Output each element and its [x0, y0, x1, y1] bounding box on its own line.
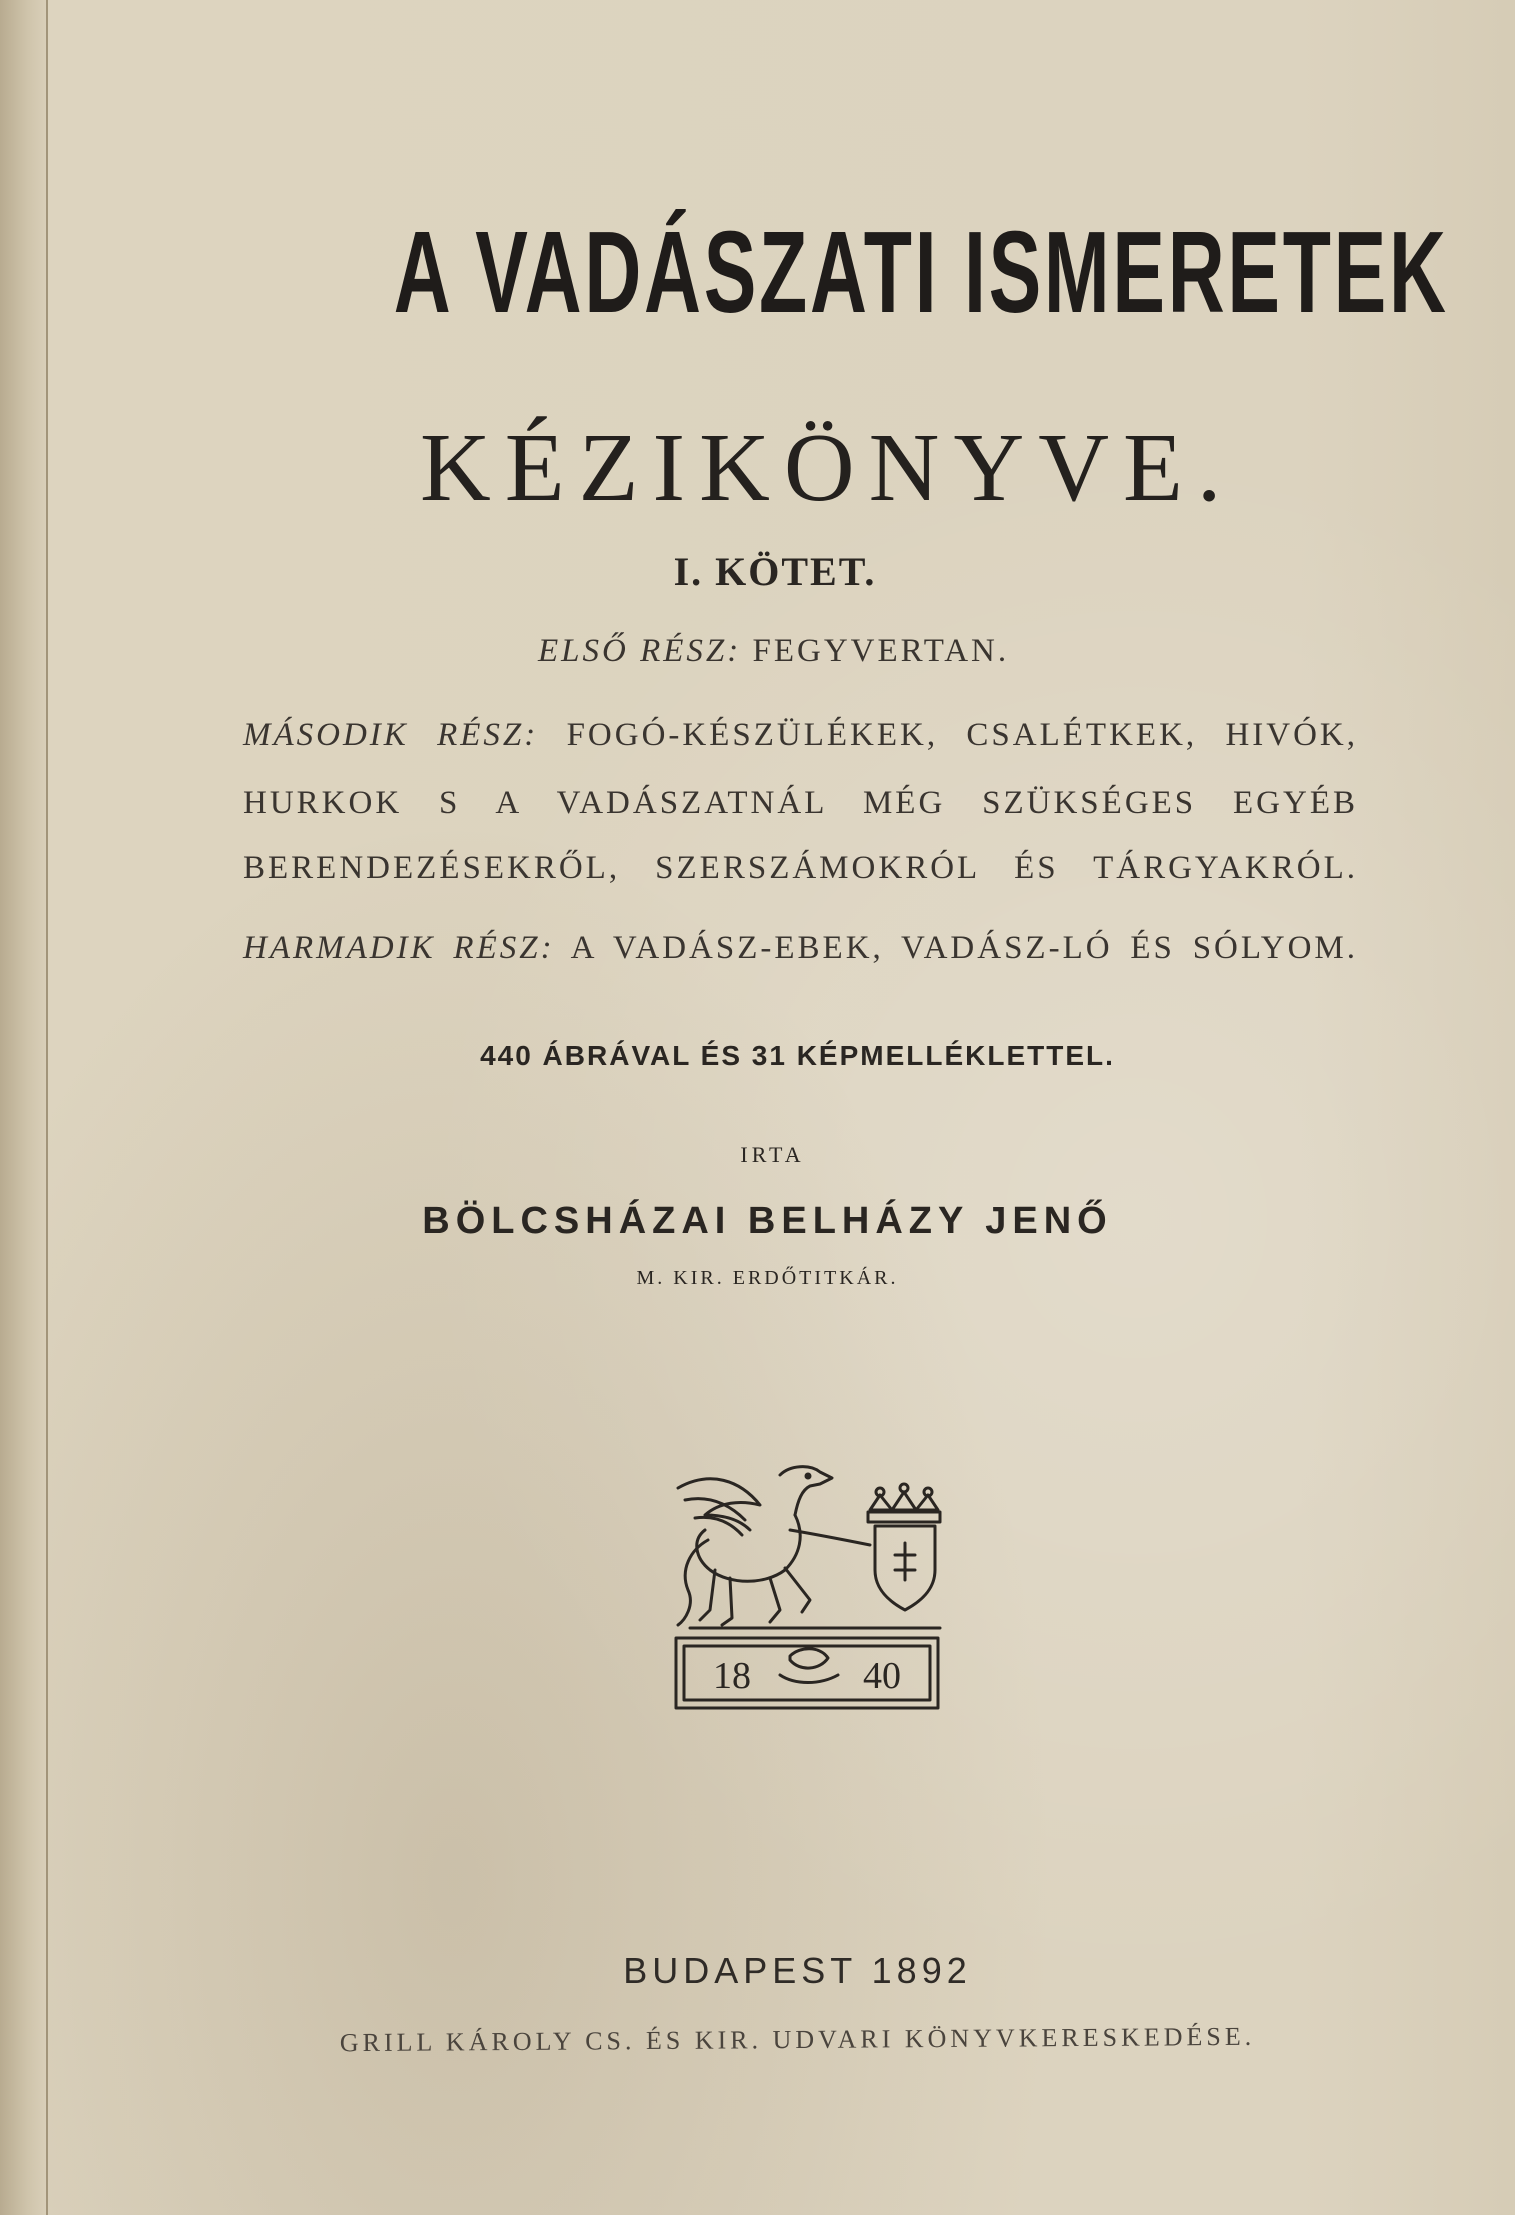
part-two-text-1: FOGÓ-KÉSZÜLÉKEK, CSALÉTKEK, HIVÓK,: [566, 717, 1359, 753]
part-two-text-3: BERENDEZÉSEKRŐL, SZERSZÁMOKRÓL ÉS TÁRGYAKRÓL.: [243, 850, 1358, 886]
book-spine-edge: [0, 0, 48, 2215]
illustrations-note: 440 ÁBRÁVAL ÉS 31 KÉPMELLÉKLETTEL.: [480, 1040, 1115, 1071]
emblem-year-right: 40: [863, 1655, 901, 1697]
author-title: M. KIR. ERDŐTITKÁR.: [636, 1267, 899, 1289]
part-one-label: ELSŐ RÉSZ:: [538, 633, 742, 669]
part-three: [243, 930, 1358, 967]
publisher-line: GRILL KÁROLY CS. ÉS KIR. UDVARI KÖNYVKERESKEDÉSE.: [339, 2021, 1256, 2058]
part-one-text: FEGYVERTAN.: [752, 633, 1010, 669]
written-by-label: IRTA: [740, 1142, 805, 1167]
part-three-text: A VADÁSZ-EBEK, VADÁSZ-LÓ ÉS SÓLYOM.: [570, 930, 1358, 966]
author-name: BÖLCSHÁZAI BELHÁZY JENŐ: [422, 1200, 1113, 1242]
emblem-year-left: 18: [713, 1655, 751, 1697]
griffin-crown-emblem-icon: [670, 1460, 950, 1730]
part-one: [538, 633, 1009, 670]
imprint-city-year: BUDAPEST 1892: [623, 1950, 972, 1991]
part-two-line-1: [243, 717, 1358, 754]
volume-label: I. KÖTET.: [673, 549, 877, 594]
book-subtitle: KÉZIKÖNYVE.: [420, 414, 1236, 522]
part-two-label: MÁSODIK RÉSZ:: [243, 717, 539, 753]
part-three-label: HARMADIK RÉSZ:: [243, 930, 555, 966]
book-title: A VADÁSZATI ISMERETEK: [393, 207, 1449, 337]
part-two-text-2: HURKOK S A VADÁSZATNÁL MÉG SZÜKSÉGES EGYÉB: [243, 785, 1358, 821]
